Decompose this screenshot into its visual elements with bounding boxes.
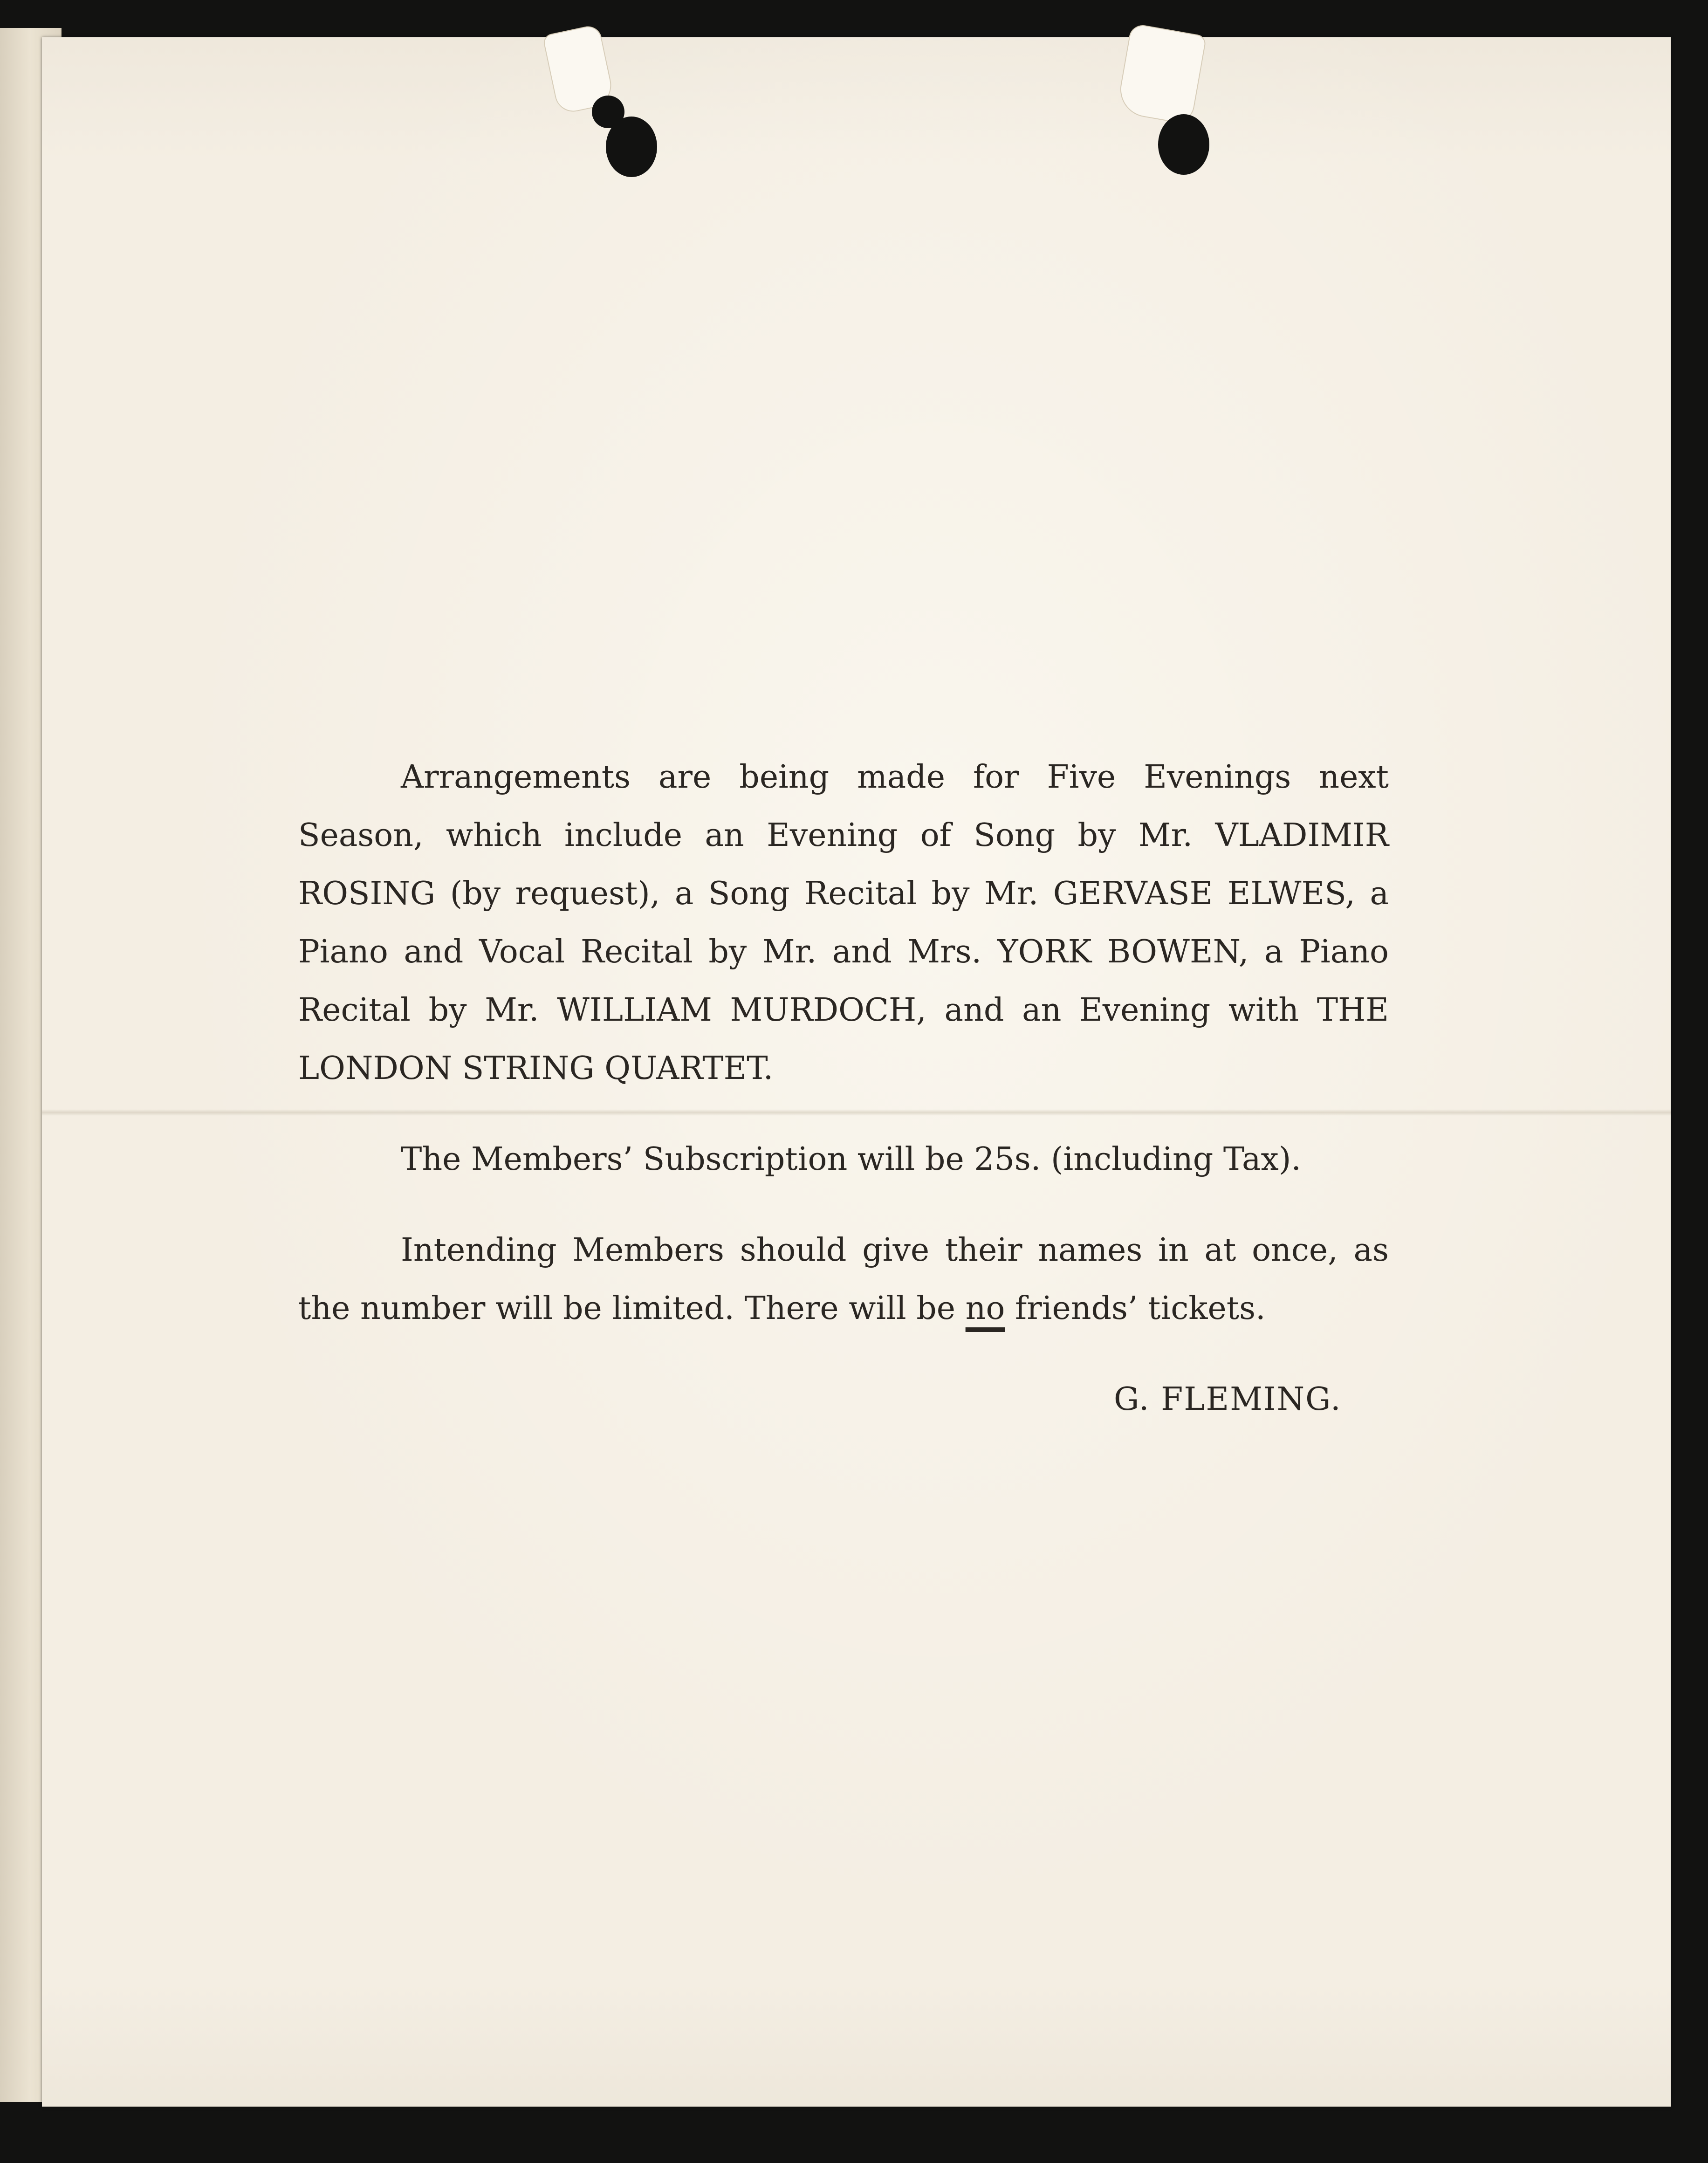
paragraph-intending-members-text: Intending Members should give their names in at once, as the number will be limited. There will be	[298, 1232, 1389, 1327]
binding-hole-left-notch	[592, 96, 624, 128]
notice-text	[298, 748, 1389, 1338]
signature: G. FLEMING.	[1114, 1381, 1342, 1418]
paragraph-subscription: The Members’ Subscription will be 25s. (including Tax).	[401, 1141, 1301, 1178]
emphasis-no: no	[965, 1290, 1005, 1327]
binding-hole-right	[1158, 114, 1209, 175]
paragraph-intending-members-end: friends’ tickets.	[1015, 1290, 1266, 1327]
paragraph-intending-members	[298, 1221, 1389, 1338]
binding-tear-right	[1116, 23, 1207, 125]
paragraph-arrangements: Arrangements are being made for Five Evenings next Season, which include an Evening of Song by Mr. VLADIMIR ROSING (by request), a Song Recital by Mr. GERVASE ELWES, a Piano and Vocal Recital by Mr. and Mrs. YORK BOWEN, a Piano Recital by Mr. WILLIAM MURDOCH, and an Evening with THE LONDON STRING QUARTET.	[298, 759, 1389, 1087]
